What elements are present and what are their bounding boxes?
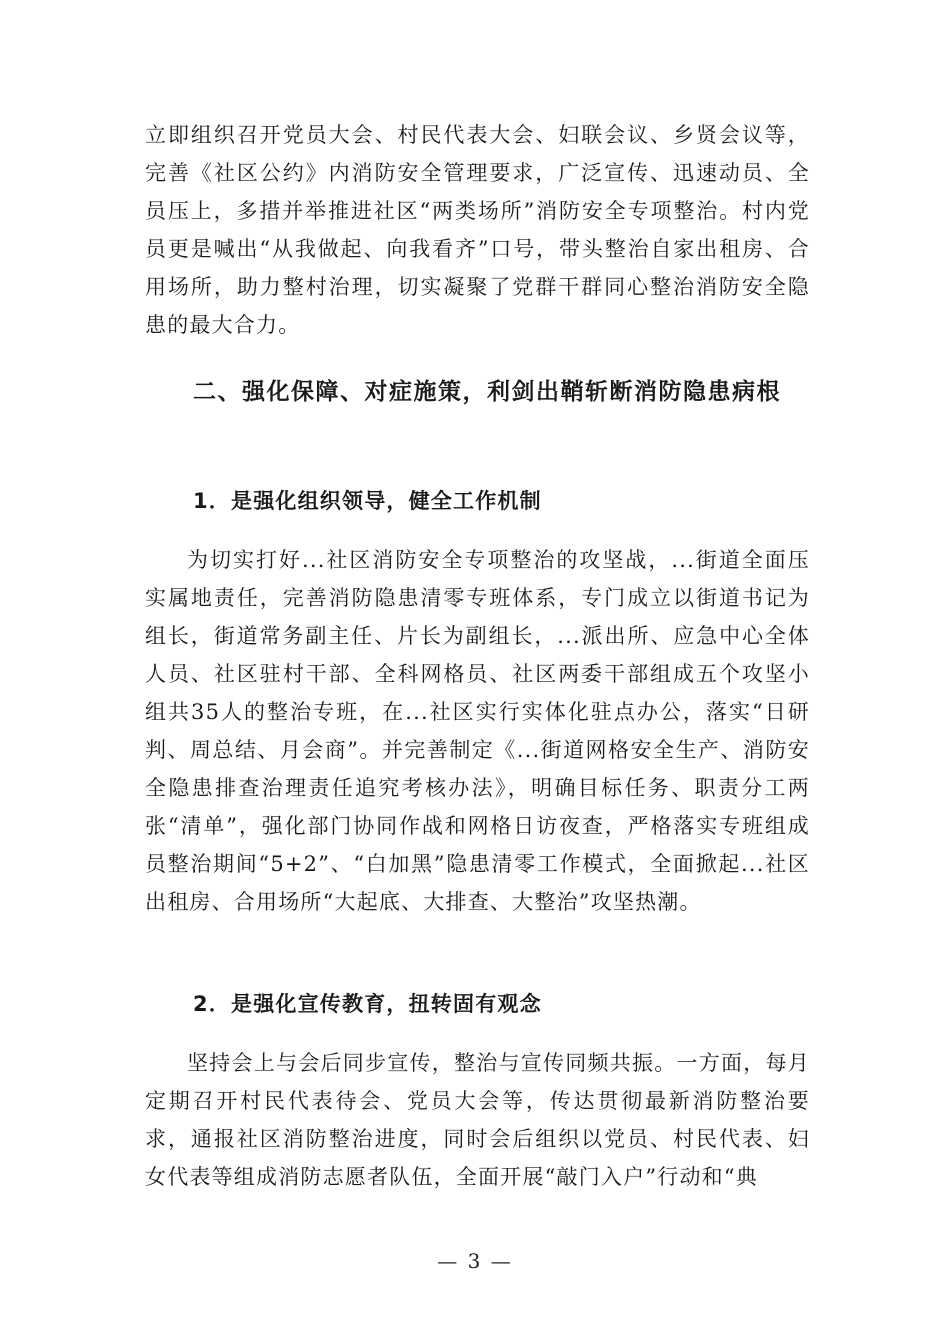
body-text: 坚持会上与会后同步宣传，整治与宣传同频共振。一方面，每月定期召开村民代表待会、党员大会等，传达贯彻最新消防整治要求，通报社区消防整治进度，同时会后组织以党员、村民代表、妇女代表等组成消防志愿者队伍，全面开展“敲门入户”行动和“典 (145, 1051, 810, 1189)
paragraph-publicity (145, 1044, 810, 1196)
paragraph-continued (145, 116, 810, 344)
subsection-heading-1 (145, 482, 810, 520)
page-number: — 3 — (437, 1249, 513, 1273)
heading-text: 二、强化保障、对症施策，利剑出鞘斩断消防隐患病根 (193, 379, 781, 405)
paragraph-organization (145, 541, 810, 921)
heading-text: 2．是强化宣传教育，扭转固有观念 (193, 992, 542, 1016)
section-heading-2 (145, 371, 810, 413)
heading-text: 1．是强化组织领导，健全工作机制 (193, 489, 542, 513)
body-text: 立即组织召开党员大会、村民代表大会、妇联会议、乡贤会议等，完善《社区公约》内消防安全管理要求，广泛宣传、迅速动员、全员压上，多措并举推进社区“两类场所”消防安全专项整治。村内党员更是喊出“从我做起、向我看齐”口号，带头整治自家出租房、合用场所，助力整村治理，切实凝聚了党群干群同心整治消防安全隐患的最大合力。 (145, 123, 810, 337)
subsection-heading-2 (145, 985, 810, 1023)
body-text: 为切实打好...社区消防安全专项整治的攻坚战，...街道全面压实属地责任，完善消防隐患清零专班体系，专门成立以街道书记为组长，街道常务副主任、片长为副组长，...派出所、应急中心全体人员、社区驻村干部、全科网格员、社区两委干部组成五个攻坚小组共35人的整治专班，在...社区实行实体化驻点办公，落实“日研判、周总结、月会商”。并完善制定《...街道网格安全生产、消防安全隐患排查治理责任追究考核办法》，明确目标任务、职责分工两张“清单”，强化部门协同作战和网格日访夜查，严格落实专班组成员整治期间“5+2”、“白加黑”隐患清零工作模式，全面掀起...社区出租房、合用场所“大起底、大排查、大整治”攻坚热潮。 (145, 548, 810, 914)
